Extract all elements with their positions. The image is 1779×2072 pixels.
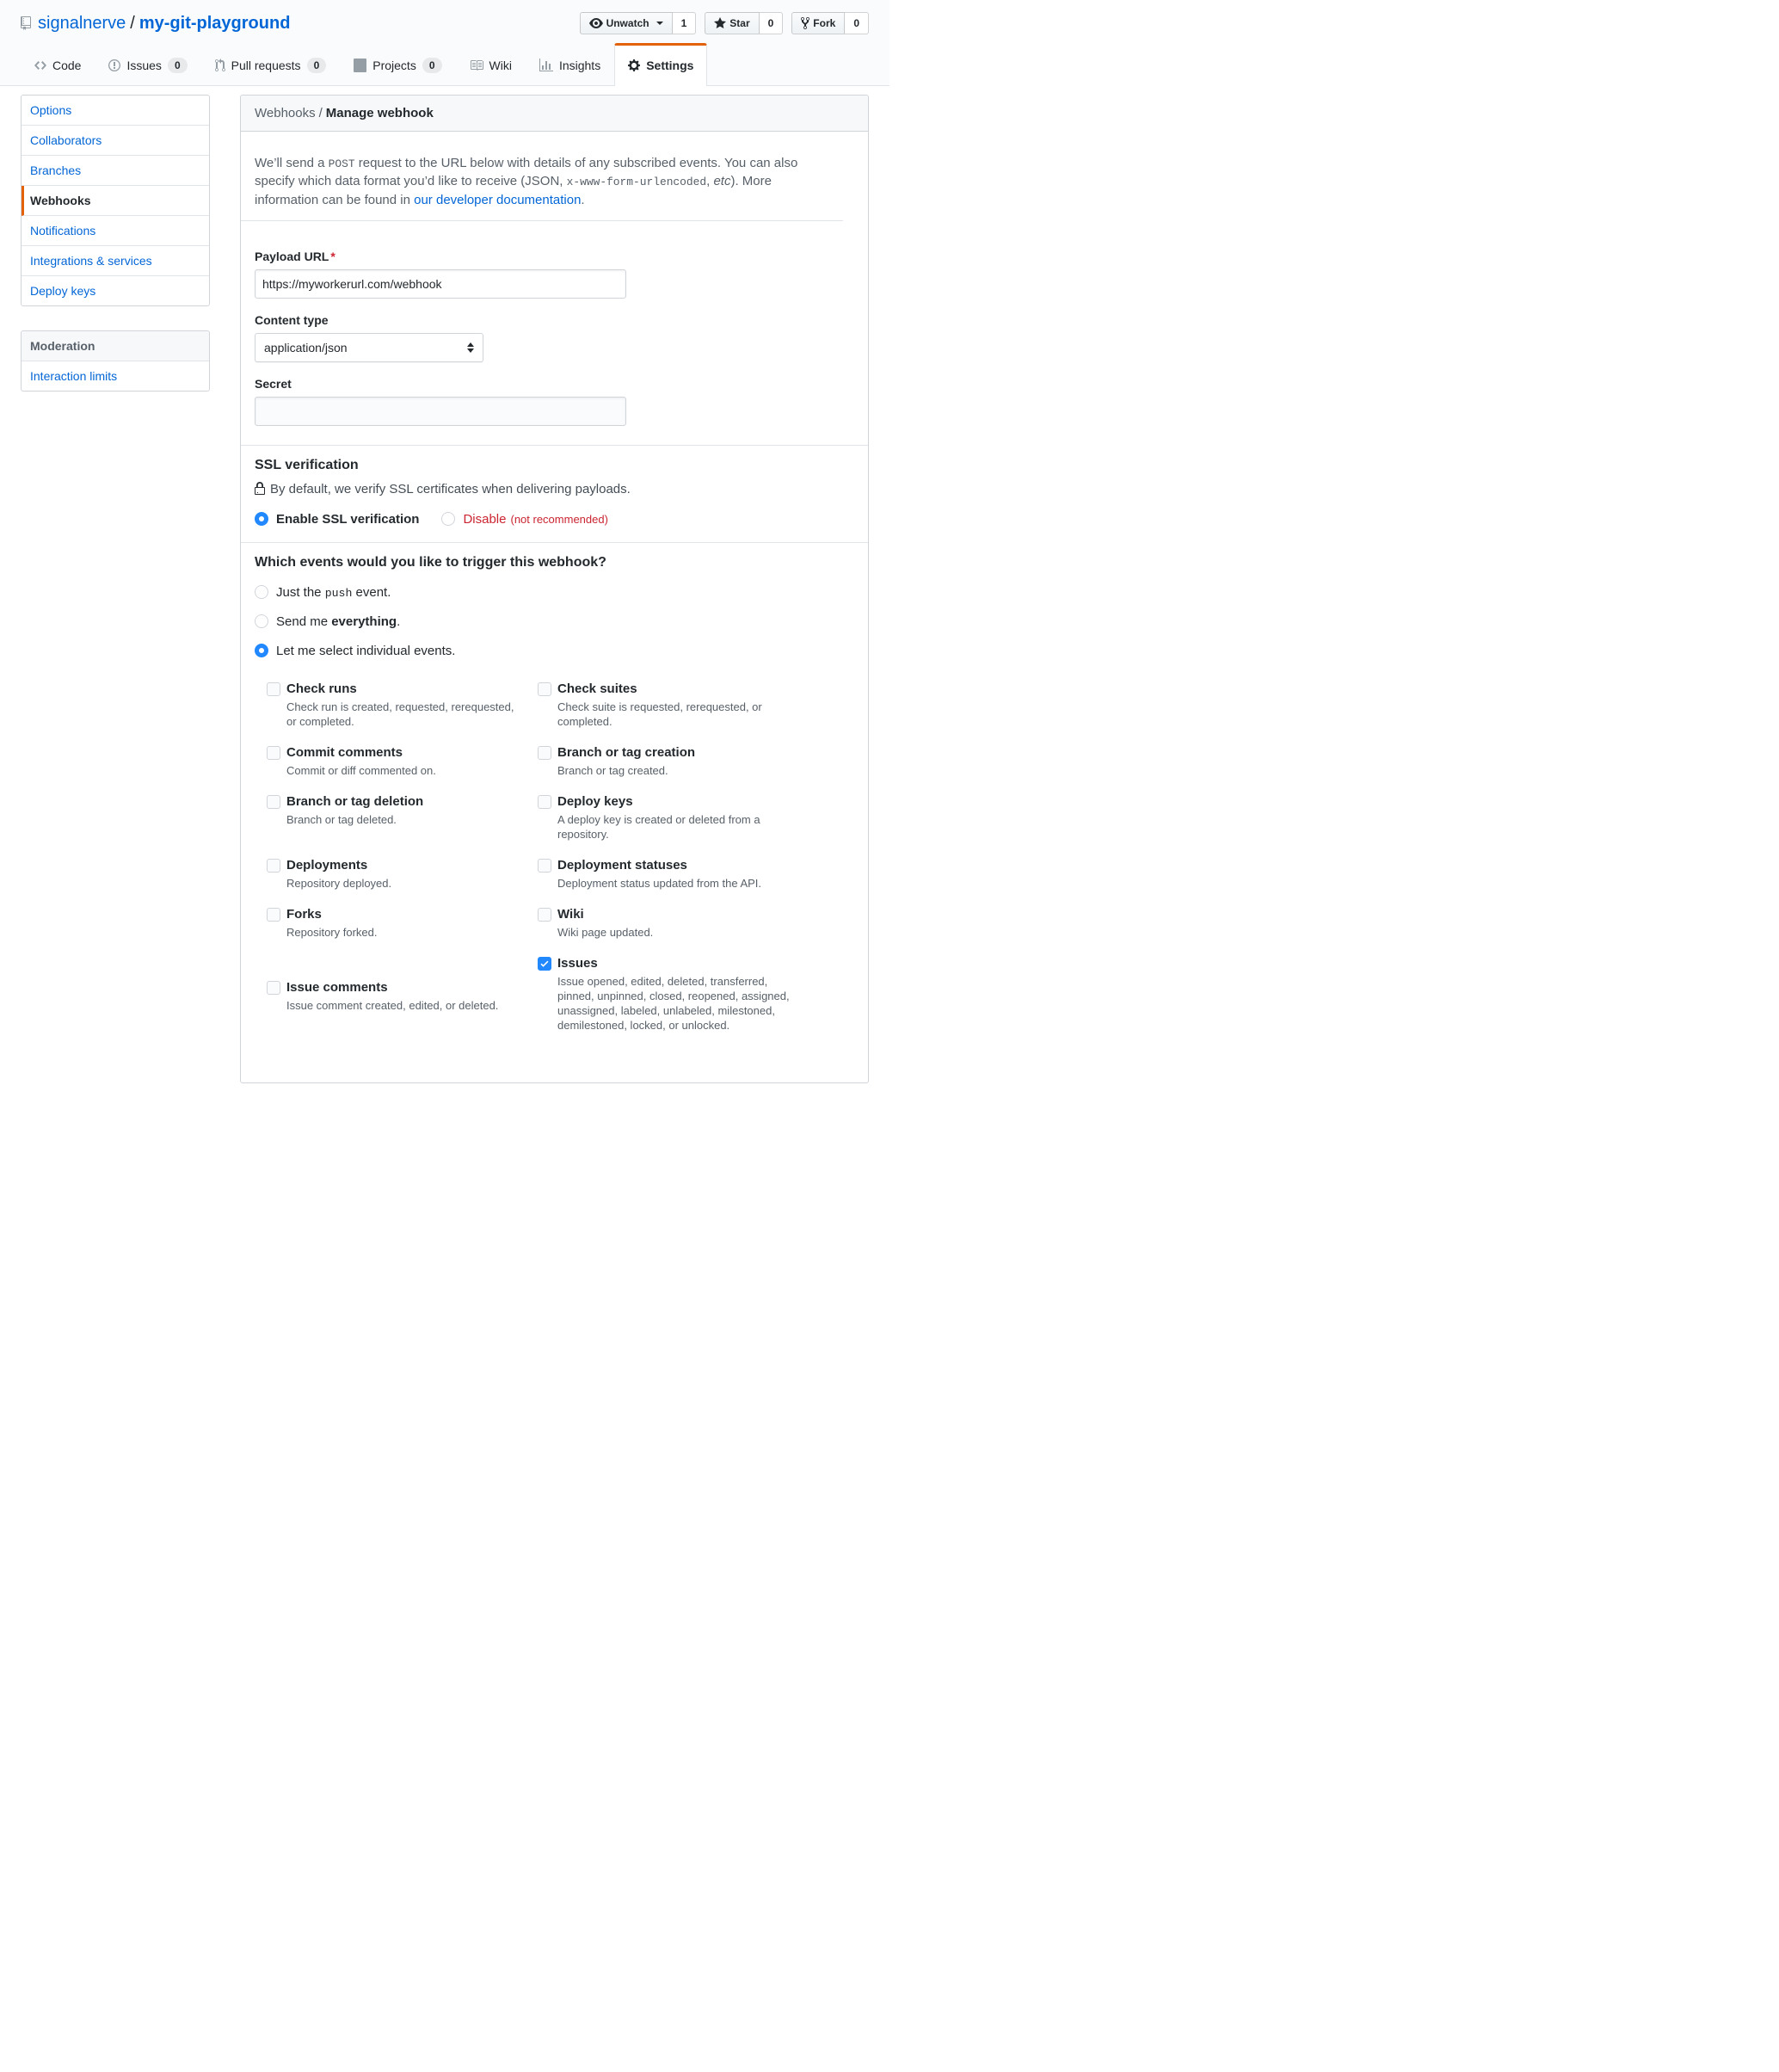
- checkbox-issue-comments[interactable]: [267, 981, 280, 995]
- git-pull-request-icon: [215, 59, 225, 72]
- eye-icon: [589, 16, 603, 30]
- enable-ssl-radio[interactable]: [255, 512, 268, 526]
- unwatch-label: Unwatch: [606, 17, 649, 29]
- developer-docs-link[interactable]: our developer documentation: [414, 192, 582, 207]
- disable-ssl-radio[interactable]: [441, 512, 455, 526]
- repo-icon: [21, 16, 31, 30]
- tab-issues[interactable]: Issues 0: [95, 43, 200, 86]
- sidebar-item-interaction-limits[interactable]: Interaction limits: [30, 369, 118, 383]
- fork-button[interactable]: [791, 12, 845, 34]
- event-row: [267, 857, 854, 891]
- tab-settings[interactable]: Settings: [614, 43, 707, 86]
- checkbox-wiki[interactable]: [538, 908, 551, 922]
- forks-count[interactable]: 0: [845, 12, 869, 34]
- urlencoded-code: x-www-form-urlencoded: [566, 176, 707, 189]
- repo-actions: [580, 12, 869, 34]
- unwatch-button[interactable]: [580, 12, 673, 34]
- event-cell-wiki: Wiki Wiki page updated.: [538, 906, 797, 940]
- check-icon: [540, 959, 549, 969]
- watch-control: [580, 12, 697, 34]
- fork-icon: [801, 16, 809, 30]
- content-type-value: application/json: [264, 340, 348, 355]
- payload-url-label: Payload URL *: [255, 249, 335, 263]
- enable-ssl-label: Enable SSL verification: [276, 511, 420, 527]
- sidebar-item-collaborators[interactable]: Collaborators: [22, 126, 209, 156]
- post-code: POST: [328, 157, 355, 170]
- lock-icon: [255, 482, 265, 496]
- moderation-menu: [21, 330, 210, 392]
- sidebar-item-notifications[interactable]: Notifications: [22, 216, 209, 246]
- select-caret-icon: [467, 342, 474, 353]
- ssl-radio-row: [255, 512, 854, 527]
- tab-wiki[interactable]: Wiki: [456, 43, 526, 86]
- fork-label: Fork: [813, 17, 836, 29]
- event-row: [267, 906, 854, 940]
- repo-title: [21, 14, 290, 34]
- pull-requests-counter: 0: [307, 58, 327, 73]
- event-row: [267, 744, 854, 778]
- projects-counter: 0: [422, 58, 442, 73]
- secret-input[interactable]: [255, 397, 626, 426]
- event-cell-deploy-keys: Deploy keys A deploy key is created or deleted from a repository.: [538, 793, 797, 842]
- checkbox-forks[interactable]: [267, 908, 280, 922]
- sidebar-item-webhooks[interactable]: Webhooks: [22, 186, 209, 216]
- checkbox-deployment-statuses[interactable]: [538, 859, 551, 873]
- webhook-description: We’ll send a POST request to the URL below with details of any subscribed events. You can also specify which data format you’d like to receive (JSON, x-www-form-urlencoded, etc). More information can be found in our developer documentation.: [241, 145, 843, 221]
- star-label: Star: [729, 17, 750, 29]
- events-heading: Which events would you like to trigger this webhook?: [255, 554, 606, 570]
- event-option-everything: Send me everything.: [255, 614, 854, 629]
- event-row: [267, 793, 854, 842]
- star-control: [705, 12, 783, 34]
- moderation-header: Moderation: [22, 331, 209, 361]
- secret-label: Secret: [255, 376, 292, 391]
- checkbox-check-suites[interactable]: [538, 682, 551, 696]
- disable-ssl-label: Disable: [463, 511, 507, 527]
- breadcrumb-separator: /: [318, 106, 323, 120]
- checkbox-branch-creation[interactable]: [538, 746, 551, 760]
- gear-icon: [628, 59, 640, 72]
- event-cell-branch-deletion: Branch or tag deletion Branch or tag deleted.: [267, 793, 526, 842]
- webhook-box: [240, 95, 869, 1083]
- star-icon: [714, 16, 726, 30]
- checkbox-issues[interactable]: [538, 957, 551, 971]
- event-cell-check-suites: Check suites Check suite is requested, rerequested, or completed.: [538, 681, 797, 729]
- sidebar-item-integrations[interactable]: Integrations & services: [22, 246, 209, 276]
- ssl-section: [241, 445, 868, 542]
- event-cell-commit-comments: Commit comments Commit or diff commented on.: [267, 744, 526, 778]
- star-button[interactable]: [705, 12, 759, 34]
- event-row: [267, 681, 854, 729]
- event-cell-check-runs: Check runs Check run is created, requested, rerequested, or completed.: [267, 681, 526, 729]
- event-row: [267, 955, 854, 1033]
- breadcrumb-webhooks-link[interactable]: Webhooks: [255, 106, 316, 120]
- webhook-form: [241, 234, 868, 445]
- repo-path-divider: /: [130, 13, 135, 33]
- event-grid: [255, 681, 854, 1033]
- book-icon: [470, 59, 483, 72]
- individual-events-radio[interactable]: [255, 644, 268, 657]
- fork-control: [791, 12, 869, 34]
- issue-opened-icon: [108, 59, 120, 72]
- repo-header: [0, 0, 890, 86]
- page-title: Manage webhook: [325, 106, 434, 120]
- main-content: [240, 95, 869, 1083]
- tab-code[interactable]: Code: [21, 43, 95, 86]
- settings-menu: [21, 95, 210, 306]
- event-option-individual: Let me select individual events.: [255, 644, 854, 658]
- ssl-heading: SSL verification: [255, 457, 359, 472]
- push-event-radio[interactable]: [255, 585, 268, 599]
- disable-ssl-note: (not recommended): [510, 512, 608, 526]
- content-type-select[interactable]: [255, 333, 483, 362]
- repo-name-link[interactable]: my-git-playground: [139, 13, 291, 33]
- event-cell-branch-creation: Branch or tag creation Branch or tag created.: [538, 744, 797, 778]
- event-cell-deployment-statuses: Deployment statuses Deployment status updated from the API.: [538, 857, 797, 891]
- project-icon: [354, 59, 366, 72]
- payload-url-input[interactable]: [255, 269, 626, 299]
- content-type-group: [255, 313, 854, 362]
- secret-group: [255, 377, 854, 426]
- tab-insights[interactable]: Insights: [526, 43, 614, 86]
- everything-radio[interactable]: [255, 614, 268, 628]
- event-cell-deployments: Deployments Repository deployed.: [267, 857, 526, 891]
- event-cell-issue-comments: Issue comments Issue comment created, edited, or deleted.: [267, 979, 526, 1033]
- checkbox-deployments[interactable]: [267, 859, 280, 873]
- event-cell-forks: Forks Repository forked.: [267, 906, 526, 940]
- watchers-count[interactable]: 1: [673, 12, 697, 34]
- sidebar-item-deploy-keys[interactable]: Deploy keys: [30, 284, 96, 298]
- sidebar-item-branches[interactable]: Branches: [22, 156, 209, 186]
- content-type-label: Content type: [255, 312, 329, 327]
- graph-icon: [539, 59, 553, 72]
- sidebar-item-options[interactable]: Options: [22, 96, 209, 126]
- issues-counter: 0: [168, 58, 188, 73]
- payload-url-group: [255, 250, 854, 299]
- checkbox-commit-comments[interactable]: [267, 746, 280, 760]
- code-icon: [34, 59, 46, 72]
- tab-projects[interactable]: Projects 0: [340, 43, 455, 86]
- required-asterisk: *: [330, 249, 335, 263]
- event-cell-issues: Issues Issue opened, edited, deleted, transferred, pinned, unpinned, closed, reopened, assigned, unassigned, labeled, unlabeled, milestoned, demilestoned, locked, or unlocked.: [538, 955, 797, 1033]
- checkbox-branch-deletion[interactable]: [267, 795, 280, 809]
- caret-down-icon: [656, 22, 663, 25]
- ssl-note: By default, we verify SSL certificates when delivering payloads.: [255, 482, 854, 496]
- checkbox-check-runs[interactable]: [267, 682, 280, 696]
- repo-nav: [21, 43, 869, 86]
- checkbox-deploy-keys[interactable]: [538, 795, 551, 809]
- tab-pull-requests[interactable]: Pull requests 0: [201, 43, 341, 86]
- repo-owner-link[interactable]: signalnerve: [38, 13, 126, 33]
- events-section: [241, 542, 868, 1082]
- settings-sidebar: [21, 95, 210, 392]
- event-option-push: Just the push event.: [255, 585, 854, 600]
- stars-count[interactable]: 0: [760, 12, 784, 34]
- breadcrumb: [241, 96, 868, 132]
